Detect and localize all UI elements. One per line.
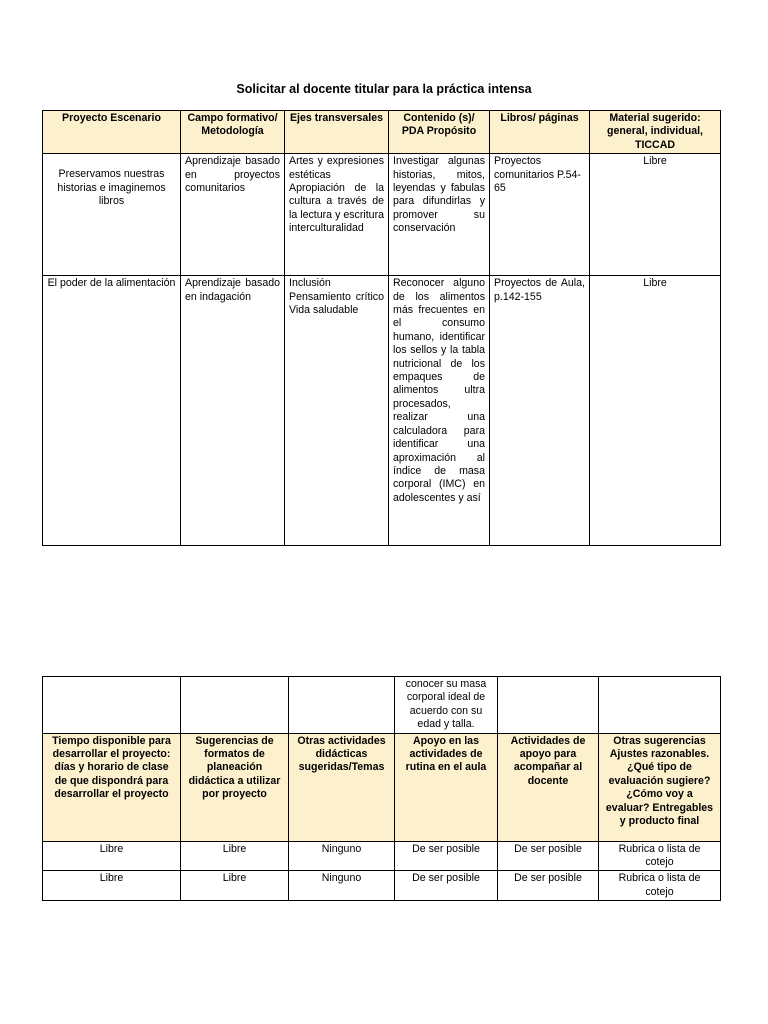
header-actividades-apoyo: Actividades de apoyo para acompañar al docente	[498, 733, 599, 841]
cell-proyecto: El poder de la alimentación	[43, 276, 181, 546]
table-row	[43, 154, 721, 276]
cell-formatos: Libre	[181, 841, 289, 871]
cell-formatos: Libre	[181, 871, 289, 901]
header-campo-formativo: Campo formativo/ Metodología	[181, 111, 285, 154]
cell-acompanar: De ser posible	[498, 871, 599, 901]
header-tiempo-disponible: Tiempo disponible para desarrollar el proyecto: días y horario de clase de que dispondrá para desarrollar el proyecto	[43, 733, 181, 841]
table-header-row	[43, 111, 721, 154]
cell-campo: Aprendizaje basado en proyectos comunitarios	[181, 154, 285, 276]
cell-libros: Proyectos comunitarios P.54- 65	[490, 154, 590, 276]
cell-contenido: Investigar algunas historias, mitos, leyendas y fabulas para difundirlas y promover su conservación	[389, 154, 490, 276]
cell-tiempo: Libre	[43, 871, 181, 901]
empty-cell	[599, 677, 721, 734]
empty-cell	[498, 677, 599, 734]
header-sugerencias-formatos: Sugerencias de formatos de planeación didáctica a utilizar por proyecto	[181, 733, 289, 841]
project-details-table	[42, 676, 721, 901]
empty-cell	[289, 677, 395, 734]
document-title: Solicitar al docente titular para la práctica intensa	[236, 82, 532, 96]
cell-proyecto: Preservamos nuestras historias e imaginemos libros	[43, 154, 181, 276]
header-otras-actividades: Otras actividades didácticas sugeridas/Temas	[289, 733, 395, 841]
cell-libros: Proyectos de Aula, p.142-155	[490, 276, 590, 546]
practice-request-table	[42, 110, 721, 546]
cell-acompanar: De ser posible	[498, 841, 599, 871]
cell-evaluacion: Rubrica o lista de cotejo	[599, 871, 721, 901]
cell-evaluacion: Rubrica o lista de cotejo	[599, 841, 721, 871]
header-libros: Libros/ páginas	[490, 111, 590, 154]
header-apoyo-rutina: Apoyo en las actividades de rutina en el aula	[395, 733, 498, 841]
continuation-row	[43, 677, 721, 734]
cell-contenido: Reconocer alguno de los alimentos más frecuentes en el consumo humano, identificar los sellos y la tabla nutricional de los empaques de alimentos ultra procesados, realizar una calculadora para identificar una aproximación al índice de masa corporal (IMC) en adolescentes y así	[389, 276, 490, 546]
table-row	[43, 276, 721, 546]
table-row	[43, 871, 721, 901]
empty-cell	[43, 677, 181, 734]
table-row	[43, 841, 721, 871]
header-material: Material sugerido: general, individual, TICCAD	[590, 111, 721, 154]
cell-material: Libre	[590, 276, 721, 546]
header-contenido: Contenido (s)/ PDA Propósito	[389, 111, 490, 154]
cell-apoyo: De ser posible	[395, 841, 498, 871]
cell-actividades: Ninguno	[289, 841, 395, 871]
cell-ejes: Inclusión Pensamiento crítico Vida saludable	[285, 276, 389, 546]
header-otras-sugerencias: Otras sugerencias Ajustes razonables. ¿Qué tipo de evaluación sugiere? ¿Cómo voy a evaluar? Entregables y producto final	[599, 733, 721, 841]
cell-apoyo: De ser posible	[395, 871, 498, 901]
empty-cell	[181, 677, 289, 734]
table-header-row	[43, 733, 721, 841]
cell-contenido-continuation: conocer su masa corporal ideal de acuerdo con su edad y talla.	[395, 677, 498, 734]
header-ejes-transversales: Ejes transversales	[285, 111, 389, 154]
cell-material: Libre	[590, 154, 721, 276]
cell-tiempo: Libre	[43, 841, 181, 871]
cell-actividades: Ninguno	[289, 871, 395, 901]
header-proyecto-escenario: Proyecto Escenario	[43, 111, 181, 154]
cell-campo: Aprendizaje basado en indagación	[181, 276, 285, 546]
cell-ejes: Artes y expresiones estéticas Apropiación de la cultura a través de la lectura y escritura interculturalidad	[285, 154, 389, 276]
